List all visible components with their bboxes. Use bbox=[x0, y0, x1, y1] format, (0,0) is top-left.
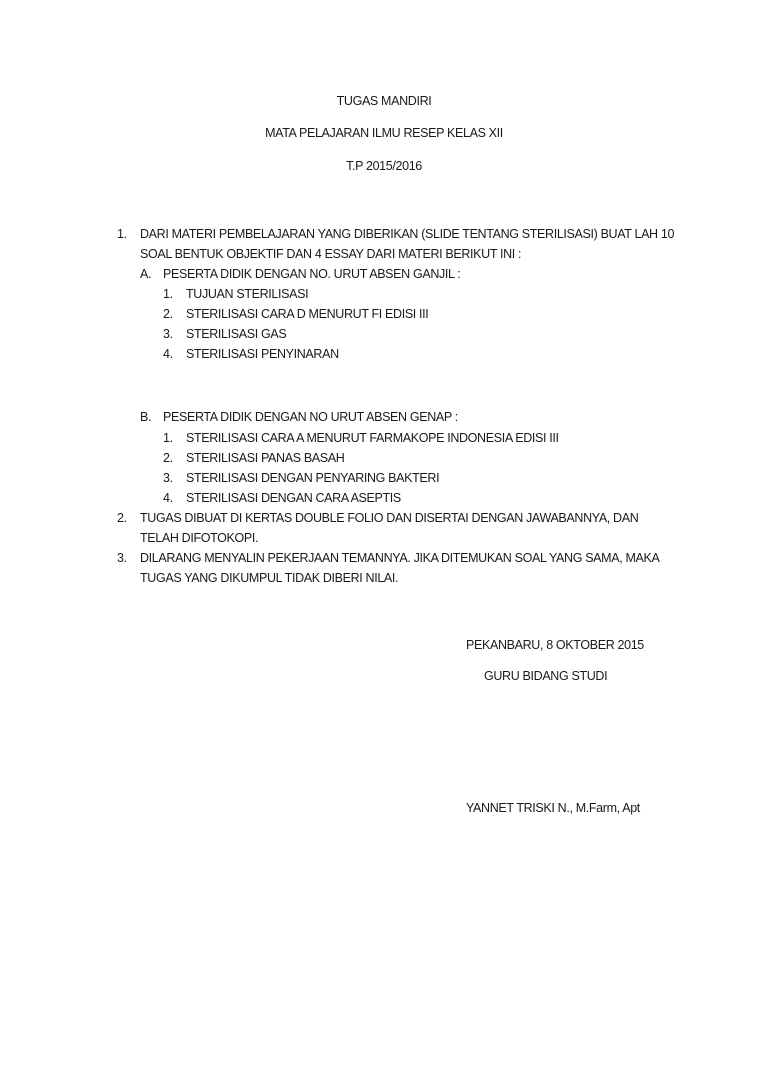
item-1-line-1: DARI MATERI PEMBELAJARAN YANG DIBERIKAN (SLIDE TENTANG STERILISASI) BUAT LAH 10 bbox=[140, 227, 675, 241]
item-1-number: 1. bbox=[117, 227, 127, 241]
group-b-topic-2-number: 2. bbox=[163, 451, 173, 465]
item-2-line-2: TELAH DIFOTOKOPI. bbox=[140, 531, 259, 545]
group-b-topic-4-number: 4. bbox=[163, 491, 173, 505]
group-a-letter: A. bbox=[140, 267, 152, 281]
group-a-topic-1: TUJUAN STERILISASI bbox=[186, 287, 309, 301]
item-2-number: 2. bbox=[117, 511, 127, 525]
document-title: TUGAS MANDIRI bbox=[336, 94, 432, 108]
signature-place-date: PEKANBARU, 8 OKTOBER 2015 bbox=[466, 638, 644, 652]
group-b-topic-4: STERILISASI DENGAN CARA ASEPTIS bbox=[186, 491, 401, 505]
item-2-line-1: TUGAS DIBUAT DI KERTAS DOUBLE FOLIO DAN DISERTAI DENGAN JAWABANNYA, DAN bbox=[140, 511, 639, 525]
group-a-topic-4-number: 4. bbox=[163, 347, 173, 361]
group-a-topic-1-number: 1. bbox=[163, 287, 173, 301]
signature-role: GURU BIDANG STUDI bbox=[484, 669, 608, 683]
group-b-topic-1-number: 1. bbox=[163, 431, 173, 445]
signature-name: YANNET TRISKI N., M.Farm, Apt bbox=[466, 801, 640, 815]
group-a-topic-3-number: 3. bbox=[163, 327, 173, 341]
group-b-letter: B. bbox=[140, 410, 152, 424]
group-b-topic-1: STERILISASI CARA A MENURUT FARMAKOPE INDONESIA EDISI III bbox=[186, 431, 559, 445]
group-a-topic-4: STERILISASI PENYINARAN bbox=[186, 347, 339, 361]
group-b-topic-3: STERILISASI DENGAN PENYARING BAKTERI bbox=[186, 471, 440, 485]
group-a-topic-2: STERILISASI CARA D MENURUT FI EDISI III bbox=[186, 307, 429, 321]
item-3-line-2: TUGAS YANG DIKUMPUL TIDAK DIBERI NILAI. bbox=[140, 571, 399, 585]
item-3-line-1: DILARANG MENYALIN PEKERJAAN TEMANNYA. JIKA DITEMUKAN SOAL YANG SAMA, MAKA bbox=[140, 551, 660, 565]
group-a-label: PESERTA DIDIK DENGAN NO. URUT ABSEN GANJIL : bbox=[163, 267, 461, 281]
group-b-topic-3-number: 3. bbox=[163, 471, 173, 485]
item-1-line-2: SOAL BENTUK OBJEKTIF DAN 4 ESSAY DARI MATERI BERIKUT INI : bbox=[140, 247, 522, 261]
group-b-label: PESERTA DIDIK DENGAN NO URUT ABSEN GENAP : bbox=[163, 410, 458, 424]
group-a-topic-2-number: 2. bbox=[163, 307, 173, 321]
group-a-topic-3: STERILISASI GAS bbox=[186, 327, 287, 341]
item-3-number: 3. bbox=[117, 551, 127, 565]
document-subject: MATA PELAJARAN ILMU RESEP KELAS XII bbox=[265, 126, 503, 140]
document-year: T.P 2015/2016 bbox=[346, 159, 422, 173]
group-b-topic-2: STERILISASI PANAS BASAH bbox=[186, 451, 345, 465]
